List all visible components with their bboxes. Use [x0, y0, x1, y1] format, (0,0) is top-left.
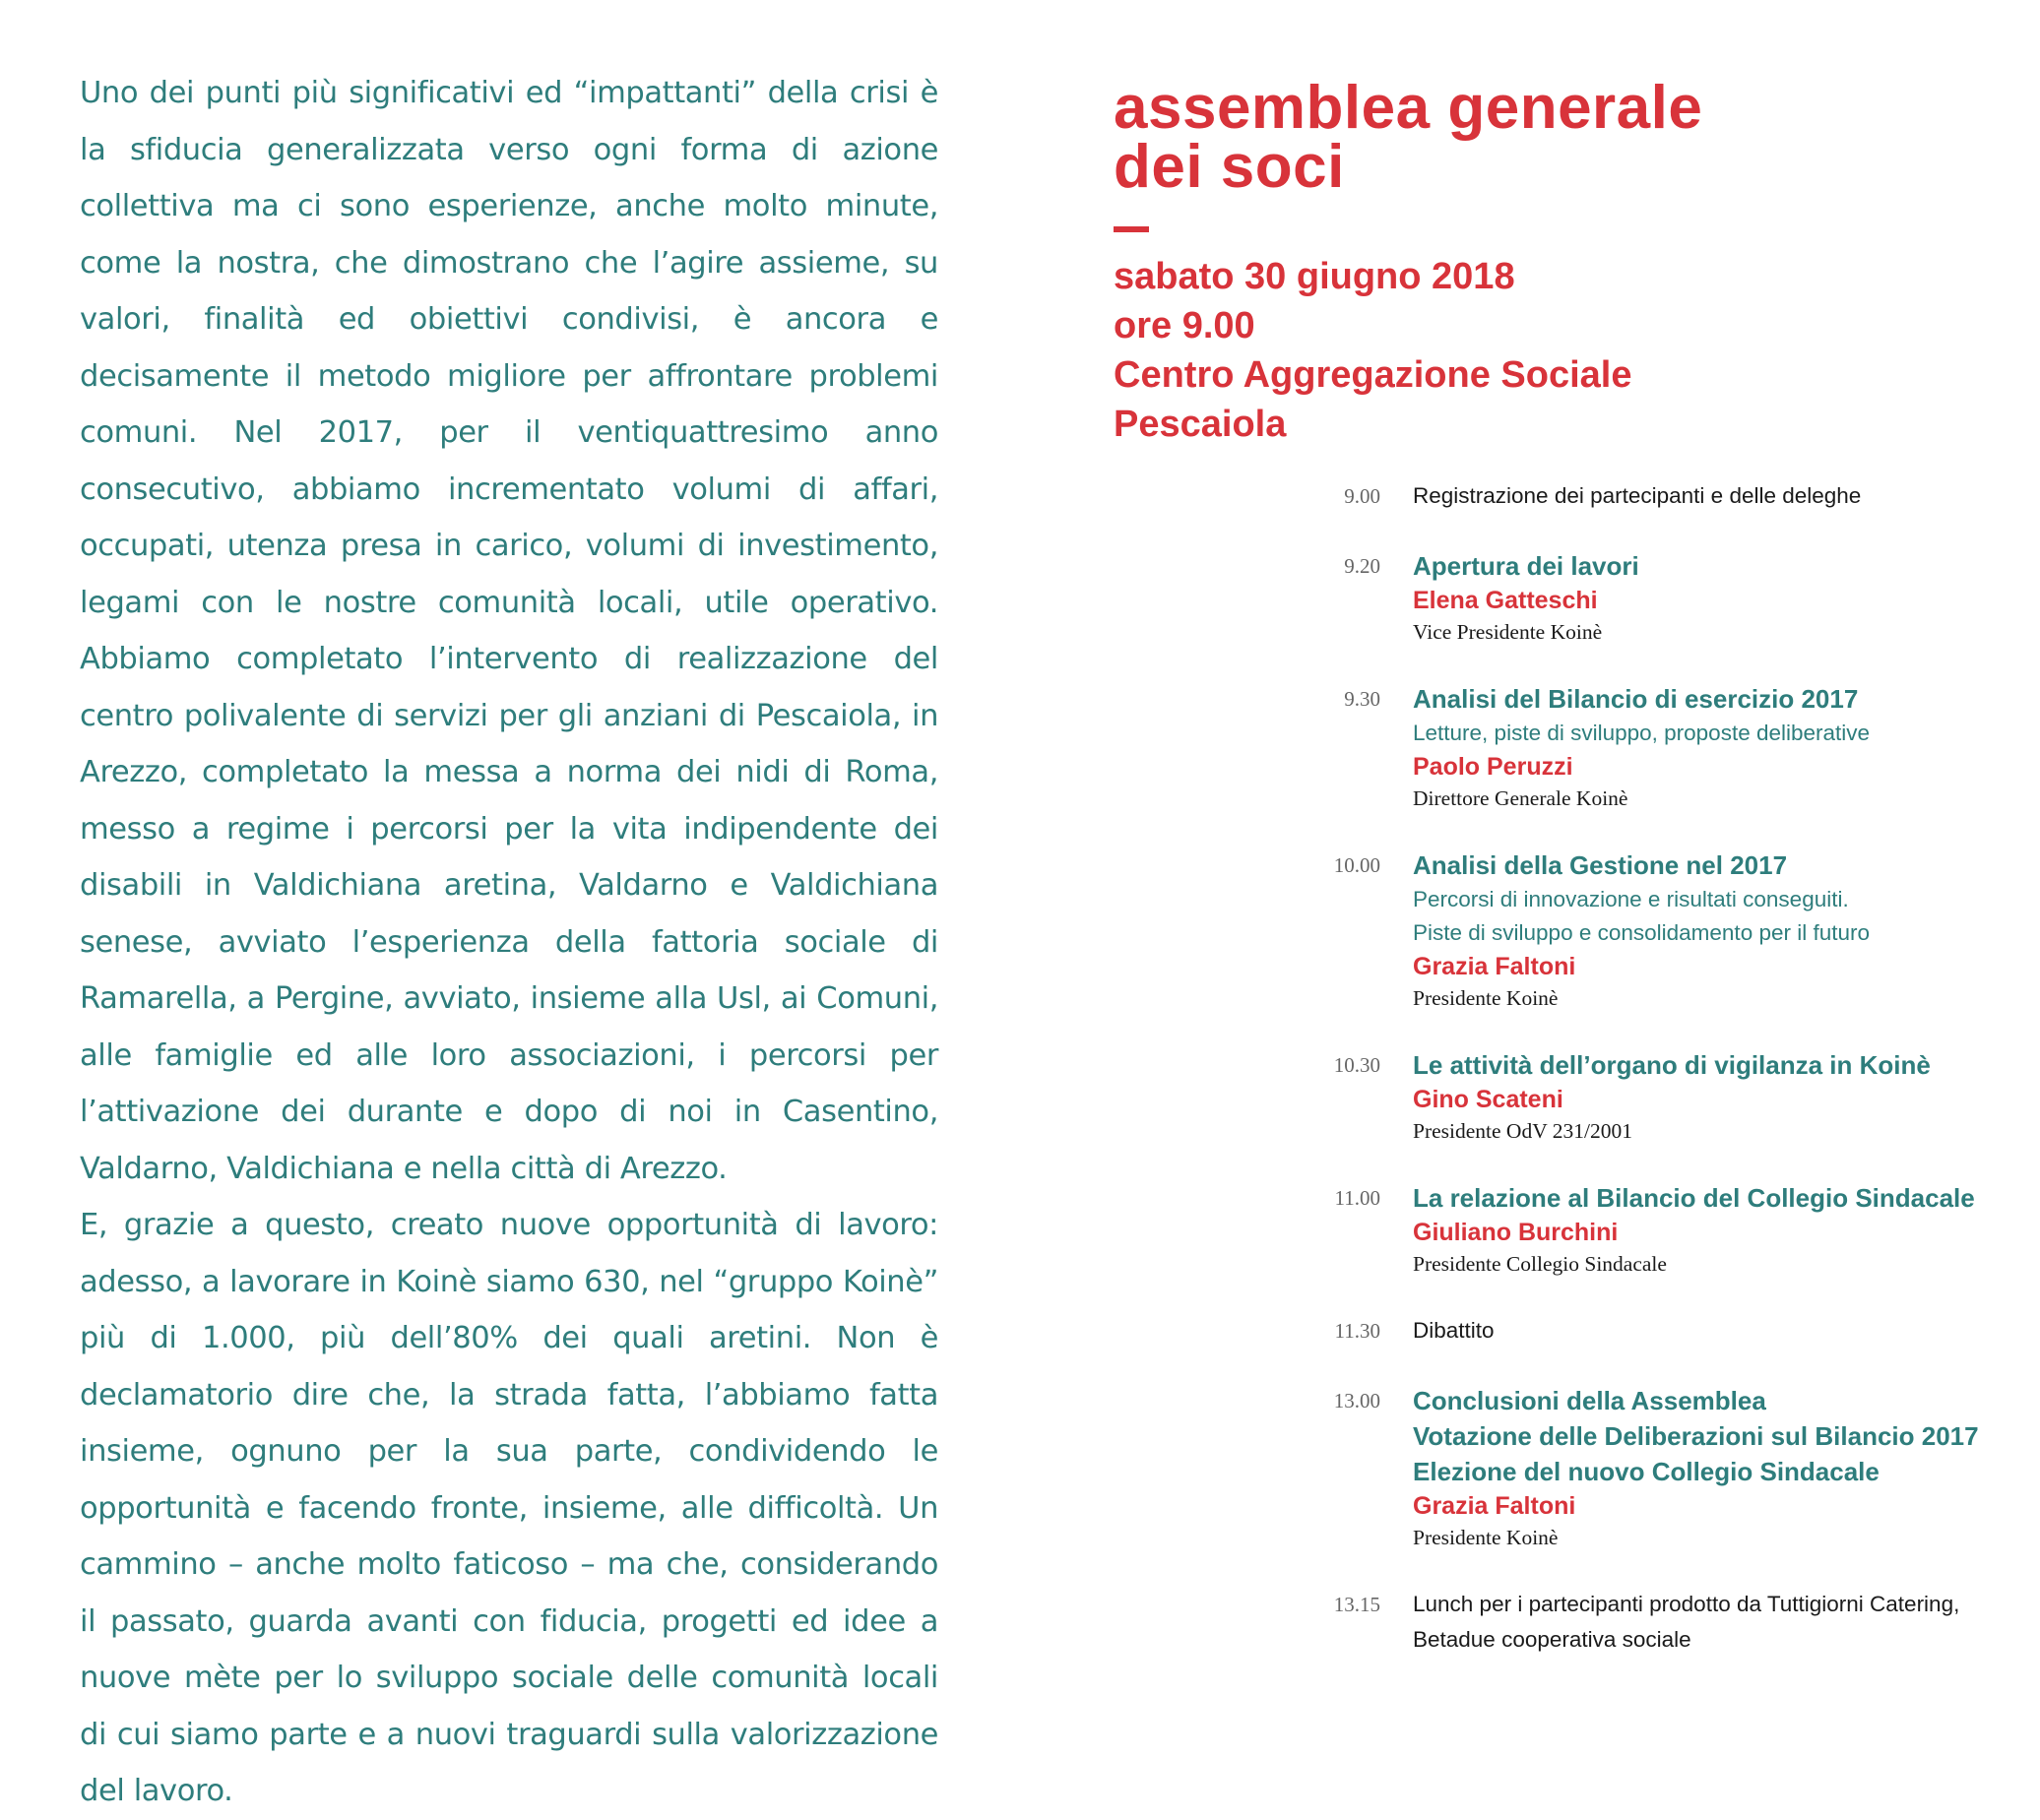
- agenda-item: [1270, 1313, 1999, 1349]
- agenda-heading: Le attività dell’organo di vigilanza in Koinè: [1413, 1050, 1931, 1080]
- agenda-time: 13.00: [1333, 1389, 1380, 1412]
- agenda-heading: Apertura dei lavori: [1413, 551, 1639, 581]
- agenda-time: 9.20: [1344, 554, 1380, 578]
- event-venue-line-1: Centro Aggregazione Sociale: [1114, 354, 1632, 396]
- agenda-time: 13.15: [1333, 1593, 1380, 1616]
- speaker-role: Presidente Koinè: [1413, 986, 1559, 1010]
- agenda-text: Dibattito: [1413, 1318, 1495, 1343]
- speaker-role: Vice Presidente Koinè: [1413, 620, 1603, 644]
- agenda-heading: La relazione al Bilancio del Collegio Sindacale: [1413, 1183, 1975, 1213]
- agenda-subtitle: Percorsi di innovazione e risultati conseguiti.: [1413, 887, 1849, 911]
- speaker-name: Elena Gatteschi: [1413, 587, 1598, 614]
- agenda-heading: Votazione delle Deliberazioni sul Bilancio 2017: [1413, 1421, 1979, 1451]
- event-title-line-2: dei soci: [1114, 133, 1345, 201]
- agenda-item: [1270, 847, 1999, 1013]
- intro-paragraph: Uno dei punti più significativi ed “impattanti” della crisi è la sfiducia generalizzata verso ogni forma di azione collettiva ma ci sono esperienze, anche molto minute, come la nostra, che dimostrano che l’agire assieme, su valori, finalità ed obiettivi condivisi, è ancora e decisamente il metodo migliore per affrontare problemi comuni. Nel 2017, per il ventiquattresimo anno consecutivo, abbiamo incrementato volumi di affari, occupati, utenza presa in carico, volumi di investimento, legami con le nostre comunità locali, utile operativo. Abbiamo completato l’intervento di realizzazione del centro polivalente di servizi per gli anziani di Pescaiola, in Arezzo, completato la messa a norma dei nidi di Roma, messo a regime i percorsi per la vita indipendente dei disabili in Valdichiana aretina, Valdarno e Valdichiana senese, avviato l’esperienza della fattoria sociale di Ramarella, a Pergine, avviato, insieme alla Usl, ai Comuni, alle famiglie ed alle loro associazioni, i percorsi per l’attivazione dei durante e dopo di noi in Casentino, Valdarno, Valdichiana e nella città di Arezzo.: [80, 76, 938, 1186]
- agenda-content: [1413, 478, 1999, 514]
- agenda-time: 9.30: [1344, 687, 1380, 711]
- speaker-role: Presidente Collegio Sindacale: [1413, 1252, 1667, 1276]
- agenda-item: [1270, 548, 1999, 647]
- agenda-heading: Elezione del nuovo Collegio Sindacale: [1413, 1457, 1880, 1486]
- speaker-role: Presidente OdV 231/2001: [1413, 1119, 1632, 1143]
- agenda-heading: Analisi del Bilancio di esercizio 2017: [1413, 684, 1859, 714]
- agenda-item: [1270, 1047, 1999, 1146]
- speaker-name: Giuliano Burchini: [1413, 1219, 1619, 1246]
- speaker-name: Grazia Faltoni: [1413, 1492, 1576, 1520]
- agenda-content: [1413, 1313, 1999, 1349]
- event-title-line-1: assemblea generale: [1114, 74, 1703, 142]
- agenda-subtitle: Piste di sviluppo e consolidamento per il futuro: [1413, 920, 1871, 945]
- agenda-content: [1413, 1180, 1999, 1279]
- agenda-content: [1413, 1047, 1999, 1146]
- agenda-text: Betadue cooperativa sociale: [1413, 1627, 1691, 1652]
- agenda-list: [1270, 478, 1999, 1692]
- agenda-heading: Analisi della Gestione nel 2017: [1413, 850, 1788, 880]
- intro-text: [80, 65, 938, 1820]
- agenda-item: [1270, 681, 1999, 813]
- agenda-content: [1413, 681, 1999, 813]
- speaker-role: Presidente Koinè: [1413, 1526, 1559, 1549]
- intro-paragraph: E, grazie a questo, creato nuove opportunità di lavoro: adesso, a lavorare in Koinè siamo 630, nel “gruppo Koinè” più di 1.000, più dell’80% dei quali aretini. Non è declamatorio dire che, la strada fatta, l’abbiamo fatta insieme, ognuno per la sua parte, condividendo le opportunità e facendo fronte, insieme, alle difficoltà. Un cammino – anche molto faticoso – ma che, considerando il passato, guarda avanti con fiducia, progetti ed idee a nuove mète per lo sviluppo sociale delle comunità locali di cui siamo parte e a nuovi traguardi sulla valorizzazione del lavoro.: [80, 1208, 938, 1808]
- agenda-content: [1413, 1587, 1999, 1658]
- agenda-time: 9.00: [1344, 484, 1380, 508]
- agenda-item: [1270, 1180, 1999, 1279]
- agenda-time: 10.30: [1333, 1053, 1380, 1077]
- agenda-time: 11.30: [1334, 1319, 1380, 1343]
- speaker-name: Paolo Peruzzi: [1413, 753, 1573, 781]
- event-date: sabato 30 giugno 2018: [1114, 256, 1515, 297]
- agenda-text: Registrazione dei partecipanti e delle deleghe: [1413, 483, 1862, 508]
- event-time: ore 9.00: [1114, 305, 1255, 346]
- title-divider: [1114, 226, 1149, 232]
- speaker-name: Gino Scateni: [1413, 1086, 1563, 1113]
- agenda-content: [1413, 548, 1999, 647]
- agenda-item: [1270, 1383, 1999, 1552]
- agenda-time: 10.00: [1333, 853, 1380, 877]
- agenda-time: 11.00: [1334, 1186, 1380, 1210]
- speaker-name: Grazia Faltoni: [1413, 953, 1576, 980]
- agenda-subtitle: Letture, piste di sviluppo, proposte deliberative: [1413, 721, 1871, 745]
- speaker-role: Direttore Generale Koinè: [1413, 786, 1628, 810]
- agenda-heading: Conclusioni della Assemblea: [1413, 1386, 1766, 1415]
- agenda-content: [1413, 847, 1999, 1013]
- agenda-item: [1270, 478, 1999, 514]
- event-header: [1114, 74, 2000, 449]
- event-venue-line-2: Pescaiola: [1114, 404, 1287, 445]
- agenda-item: [1270, 1587, 1999, 1658]
- agenda-text: Lunch per i partecipanti prodotto da Tuttigiorni Catering,: [1413, 1592, 1960, 1616]
- agenda-content: [1413, 1383, 1999, 1552]
